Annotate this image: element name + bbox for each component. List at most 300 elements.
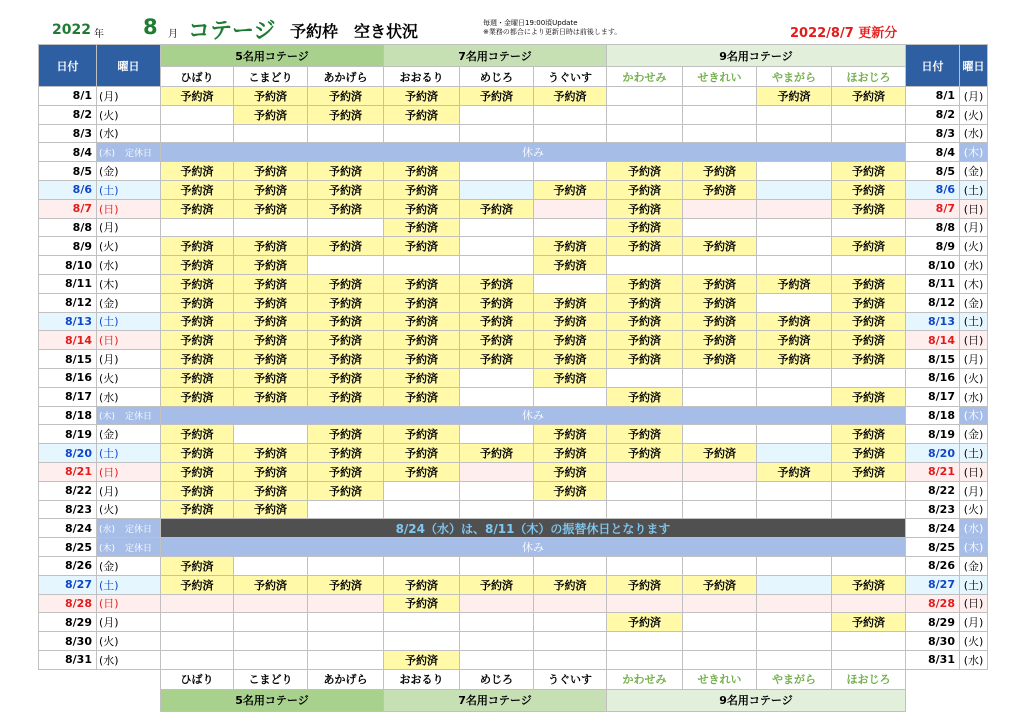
day-row (39, 143, 988, 162)
cottage-footer: めじろ (460, 669, 534, 689)
row-date-right: 8/16 (906, 368, 960, 387)
booked-cell: 予約済 (161, 387, 234, 406)
row-date: 8/21 (39, 462, 97, 481)
row-date: 8/27 (39, 575, 97, 594)
available-cell (460, 650, 534, 669)
row-weekday-right: (火) (960, 500, 988, 519)
row-date-right: 8/18 (906, 406, 960, 425)
available-cell (460, 613, 534, 632)
booked-cell: 予約済 (460, 87, 534, 106)
available-cell (161, 218, 234, 237)
booked-cell: 予約済 (832, 444, 906, 463)
booked-cell: 予約済 (384, 462, 460, 481)
booked-cell: 予約済 (534, 575, 607, 594)
available-cell (534, 632, 607, 651)
row-weekday-right: (火) (960, 237, 988, 256)
date-column-header-right: 日付 (906, 45, 960, 87)
available-cell (234, 632, 308, 651)
available-cell (460, 481, 534, 500)
booked-cell: 予約済 (460, 350, 534, 369)
booked-cell: 予約済 (234, 500, 308, 519)
available-cell (534, 274, 607, 293)
day-row (39, 331, 988, 350)
booked-cell: 予約済 (308, 350, 384, 369)
available-cell (757, 500, 832, 519)
booked-cell: 予約済 (832, 237, 906, 256)
available-cell (683, 368, 757, 387)
row-date-right: 8/31 (906, 650, 960, 669)
booked-cell: 予約済 (607, 162, 683, 181)
booked-cell: 予約済 (234, 575, 308, 594)
cottage-footer: せきれい (683, 669, 757, 689)
available-cell (683, 650, 757, 669)
booked-cell: 予約済 (683, 350, 757, 369)
available-cell (534, 500, 607, 519)
row-date: 8/14 (39, 331, 97, 350)
available-cell (683, 256, 757, 275)
available-cell (384, 613, 460, 632)
cottage-footer: おおるり (384, 669, 460, 689)
available-cell (607, 256, 683, 275)
row-weekday-right: (土) (960, 444, 988, 463)
booked-cell: 予約済 (161, 575, 234, 594)
booked-cell: 予約済 (308, 180, 384, 199)
available-cell (308, 650, 384, 669)
booked-cell: 予約済 (384, 368, 460, 387)
day-row (39, 538, 988, 557)
booked-cell: 予約済 (534, 331, 607, 350)
page-subtitle: 予約枠 空き状況 (290, 22, 419, 41)
row-weekday-right: (日) (960, 594, 988, 613)
booked-cell: 予約済 (384, 387, 460, 406)
available-cell (683, 218, 757, 237)
row-weekday-right: (木) (960, 143, 988, 162)
booked-cell: 予約済 (161, 481, 234, 500)
available-cell (832, 481, 906, 500)
substitute-holiday-notice: 8/24（水）は、8/11（木）の振替休日となります (161, 519, 906, 538)
row-date: 8/29 (39, 613, 97, 632)
row-date: 8/26 (39, 556, 97, 575)
day-row (39, 124, 988, 143)
booked-cell: 予約済 (757, 331, 832, 350)
day-row (39, 462, 988, 481)
row-date-right: 8/30 (906, 632, 960, 651)
row-date: 8/7 (39, 199, 97, 218)
day-row (39, 368, 988, 387)
booked-cell: 予約済 (308, 87, 384, 106)
row-date-right: 8/10 (906, 256, 960, 275)
available-cell (534, 124, 607, 143)
booked-cell: 予約済 (534, 237, 607, 256)
booked-cell: 予約済 (161, 556, 234, 575)
booked-cell: 予約済 (308, 444, 384, 463)
row-date: 8/19 (39, 425, 97, 444)
weekday-column-header-right: 曜日 (960, 45, 988, 87)
booked-cell: 予約済 (234, 274, 308, 293)
availability-table (38, 44, 988, 712)
available-cell (534, 218, 607, 237)
row-weekday: (土) (97, 575, 161, 594)
day-row (39, 256, 988, 275)
booked-cell: 予約済 (534, 180, 607, 199)
row-weekday-right: (火) (960, 632, 988, 651)
booked-cell: 予約済 (384, 594, 460, 613)
row-date-right: 8/11 (906, 274, 960, 293)
booked-cell: 予約済 (161, 87, 234, 106)
row-weekday: (水) (97, 256, 161, 275)
row-date-right: 8/28 (906, 594, 960, 613)
booked-cell: 予約済 (607, 444, 683, 463)
booked-cell: 予約済 (234, 237, 308, 256)
available-cell (460, 500, 534, 519)
row-date: 8/17 (39, 387, 97, 406)
row-weekday-right: (金) (960, 425, 988, 444)
available-cell (832, 632, 906, 651)
available-cell (832, 368, 906, 387)
available-cell (683, 556, 757, 575)
booked-cell: 予約済 (308, 162, 384, 181)
booked-cell: 予約済 (234, 462, 308, 481)
available-cell (234, 650, 308, 669)
day-row (39, 481, 988, 500)
row-weekday-right: (水) (960, 256, 988, 275)
booked-cell: 予約済 (607, 350, 683, 369)
row-date-right: 8/25 (906, 538, 960, 557)
available-cell (234, 613, 308, 632)
available-cell (460, 237, 534, 256)
booked-cell: 予約済 (234, 444, 308, 463)
booked-cell: 予約済 (832, 387, 906, 406)
row-weekday: (日) (97, 331, 161, 350)
available-cell (161, 613, 234, 632)
day-row (39, 274, 988, 293)
day-row (39, 575, 988, 594)
row-weekday-right: (日) (960, 462, 988, 481)
row-date-right: 8/26 (906, 556, 960, 575)
booked-cell: 予約済 (161, 350, 234, 369)
day-row (39, 350, 988, 369)
row-weekday: (水) 定休日 (97, 519, 161, 538)
booked-cell: 予約済 (534, 350, 607, 369)
available-cell (534, 199, 607, 218)
day-row (39, 425, 988, 444)
row-date: 8/28 (39, 594, 97, 613)
row-date-right: 8/9 (906, 237, 960, 256)
available-cell (234, 425, 308, 444)
booked-cell: 予約済 (534, 444, 607, 463)
available-cell (607, 500, 683, 519)
day-row (39, 293, 988, 312)
row-date: 8/24 (39, 519, 97, 538)
cottage-header: めじろ (460, 67, 534, 87)
available-cell (460, 256, 534, 275)
booked-cell: 予約済 (308, 105, 384, 124)
booked-cell: 予約済 (534, 368, 607, 387)
booked-cell: 予約済 (161, 462, 234, 481)
available-cell (757, 180, 832, 199)
cottage-footer: あかげら (308, 669, 384, 689)
available-cell (757, 218, 832, 237)
available-cell (757, 199, 832, 218)
booked-cell: 予約済 (534, 312, 607, 331)
row-date-right: 8/17 (906, 387, 960, 406)
booked-cell: 予約済 (683, 180, 757, 199)
booked-cell: 予約済 (308, 387, 384, 406)
row-date-right: 8/4 (906, 143, 960, 162)
row-weekday: (月) (97, 481, 161, 500)
row-weekday: (金) (97, 293, 161, 312)
booked-cell: 予約済 (161, 293, 234, 312)
row-date-right: 8/23 (906, 500, 960, 519)
group-footer-1: 7名用コテージ (384, 689, 607, 711)
day-row (39, 180, 988, 199)
booked-cell: 予約済 (384, 312, 460, 331)
row-date: 8/25 (39, 538, 97, 557)
cottage-header: うぐいす (534, 67, 607, 87)
booked-cell: 予約済 (234, 481, 308, 500)
booked-cell: 予約済 (832, 199, 906, 218)
available-cell (683, 425, 757, 444)
row-date: 8/16 (39, 368, 97, 387)
booked-cell: 予約済 (832, 274, 906, 293)
row-date-right: 8/14 (906, 331, 960, 350)
cottage-header: あかげら (308, 67, 384, 87)
page-title: コテージ (188, 19, 276, 44)
available-cell (460, 594, 534, 613)
booked-cell: 予約済 (460, 199, 534, 218)
cottage-header: ほおじろ (832, 67, 906, 87)
row-date: 8/4 (39, 143, 97, 162)
booked-cell: 予約済 (384, 162, 460, 181)
available-cell (460, 632, 534, 651)
available-cell (683, 124, 757, 143)
row-weekday-right: (土) (960, 575, 988, 594)
available-cell (757, 556, 832, 575)
available-cell (757, 256, 832, 275)
regular-holiday-label: 定休日 (125, 543, 153, 554)
row-date-right: 8/15 (906, 350, 960, 369)
available-cell (607, 87, 683, 106)
row-weekday: (月) (97, 613, 161, 632)
available-cell (607, 462, 683, 481)
available-cell (607, 650, 683, 669)
cottage-footer: こまどり (234, 669, 308, 689)
booked-cell: 予約済 (683, 331, 757, 350)
day-row (39, 632, 988, 651)
row-date: 8/6 (39, 180, 97, 199)
day-row (39, 105, 988, 124)
booked-cell: 予約済 (161, 368, 234, 387)
available-cell (308, 556, 384, 575)
cottage-footer: ひばり (161, 669, 234, 689)
booked-cell: 予約済 (161, 274, 234, 293)
available-cell (308, 124, 384, 143)
booked-cell: 予約済 (683, 293, 757, 312)
row-date: 8/1 (39, 87, 97, 106)
regular-holiday-label: 定休日 (125, 524, 153, 535)
booked-cell: 予約済 (683, 312, 757, 331)
available-cell (757, 124, 832, 143)
booked-cell: 予約済 (234, 162, 308, 181)
row-weekday: (金) (97, 556, 161, 575)
row-weekday-right: (月) (960, 481, 988, 500)
row-date-right: 8/21 (906, 462, 960, 481)
day-row (39, 500, 988, 519)
booked-cell: 予約済 (832, 293, 906, 312)
row-weekday-right: (水) (960, 519, 988, 538)
available-cell (832, 594, 906, 613)
booked-cell: 予約済 (757, 87, 832, 106)
row-weekday-right: (月) (960, 218, 988, 237)
availability-table-body (39, 45, 988, 712)
available-cell (832, 105, 906, 124)
booked-cell: 予約済 (234, 350, 308, 369)
day-row (39, 556, 988, 575)
row-weekday: (土) (97, 312, 161, 331)
booked-cell: 予約済 (308, 481, 384, 500)
available-cell (460, 162, 534, 181)
row-weekday: (月) (97, 87, 161, 106)
available-cell (683, 613, 757, 632)
cottage-header: ひばり (161, 67, 234, 87)
row-date-right: 8/3 (906, 124, 960, 143)
booked-cell: 予約済 (384, 274, 460, 293)
day-row (39, 406, 988, 425)
row-weekday: (木) 定休日 (97, 406, 161, 425)
available-cell (757, 237, 832, 256)
available-cell (384, 556, 460, 575)
available-cell (757, 632, 832, 651)
booked-cell: 予約済 (161, 312, 234, 331)
available-cell (460, 425, 534, 444)
available-cell (832, 256, 906, 275)
date-column-header: 日付 (39, 45, 97, 87)
booked-cell: 予約済 (161, 500, 234, 519)
cottage-footer: かわせみ (607, 669, 683, 689)
booked-cell: 予約済 (534, 481, 607, 500)
cottage-header: かわせみ (607, 67, 683, 87)
booked-cell: 予約済 (757, 274, 832, 293)
booked-cell: 予約済 (161, 444, 234, 463)
row-weekday-right: (日) (960, 331, 988, 350)
row-weekday: (火) (97, 368, 161, 387)
row-date-right: 8/13 (906, 312, 960, 331)
cottage-header: せきれい (683, 67, 757, 87)
booked-cell: 予約済 (384, 350, 460, 369)
available-cell (832, 556, 906, 575)
available-cell (460, 387, 534, 406)
available-cell (460, 105, 534, 124)
day-row (39, 594, 988, 613)
row-weekday: (土) (97, 444, 161, 463)
row-date: 8/18 (39, 406, 97, 425)
row-weekday-right: (土) (960, 312, 988, 331)
booked-cell: 予約済 (234, 256, 308, 275)
available-cell (384, 124, 460, 143)
cottage-footer: やまがら (757, 669, 832, 689)
booked-cell: 予約済 (308, 199, 384, 218)
row-weekday: (火) (97, 632, 161, 651)
booked-cell: 予約済 (607, 312, 683, 331)
row-date-right: 8/12 (906, 293, 960, 312)
cottage-footer: うぐいす (534, 669, 607, 689)
available-cell (683, 500, 757, 519)
row-weekday: (水) (97, 387, 161, 406)
available-cell (832, 124, 906, 143)
booked-cell: 予約済 (384, 180, 460, 199)
row-weekday-right: (月) (960, 350, 988, 369)
available-cell (308, 218, 384, 237)
group-header-1: 7名用コテージ (384, 45, 607, 67)
row-weekday-right: (日) (960, 199, 988, 218)
row-date: 8/12 (39, 293, 97, 312)
row-date-right: 8/20 (906, 444, 960, 463)
booked-cell: 予約済 (308, 462, 384, 481)
row-weekday-right: (木) (960, 406, 988, 425)
cottage-header: やまがら (757, 67, 832, 87)
booked-cell: 予約済 (683, 162, 757, 181)
booked-cell: 予約済 (384, 237, 460, 256)
row-date: 8/22 (39, 481, 97, 500)
row-date: 8/30 (39, 632, 97, 651)
group-header-2: 9名用コテージ (607, 45, 906, 67)
day-row (39, 519, 988, 538)
booked-cell: 予約済 (607, 199, 683, 218)
row-date-right: 8/7 (906, 199, 960, 218)
row-weekday: (水) (97, 650, 161, 669)
booked-cell: 予約済 (460, 444, 534, 463)
available-cell (683, 387, 757, 406)
available-cell (607, 556, 683, 575)
available-cell (757, 368, 832, 387)
row-date: 8/10 (39, 256, 97, 275)
row-weekday: (木) 定休日 (97, 538, 161, 557)
booked-cell: 予約済 (308, 575, 384, 594)
booked-cell: 予約済 (607, 387, 683, 406)
booked-cell: 予約済 (234, 105, 308, 124)
row-weekday: (金) (97, 162, 161, 181)
available-cell (534, 387, 607, 406)
row-weekday: (木) (97, 274, 161, 293)
row-date-right: 8/24 (906, 519, 960, 538)
row-weekday-right: (水) (960, 387, 988, 406)
booked-cell: 予約済 (832, 350, 906, 369)
available-cell (607, 124, 683, 143)
row-date: 8/11 (39, 274, 97, 293)
booked-cell: 予約済 (832, 162, 906, 181)
available-cell (683, 462, 757, 481)
booked-cell: 予約済 (683, 274, 757, 293)
day-row (39, 387, 988, 406)
booked-cell: 予約済 (308, 331, 384, 350)
day-row (39, 312, 988, 331)
row-weekday: (月) (97, 218, 161, 237)
booked-cell: 予約済 (308, 274, 384, 293)
available-cell (384, 500, 460, 519)
available-cell (460, 556, 534, 575)
row-date-right: 8/8 (906, 218, 960, 237)
closed-day-bar: 休み (161, 143, 906, 162)
booked-cell: 予約済 (384, 444, 460, 463)
booked-cell: 予約済 (161, 425, 234, 444)
row-weekday-right: (月) (960, 87, 988, 106)
available-cell (683, 594, 757, 613)
updated-date: 2022/8/7 更新分 (790, 26, 898, 41)
regular-holiday-label: 定休日 (125, 148, 153, 159)
closed-day-bar: 休み (161, 406, 906, 425)
booked-cell: 予約済 (308, 312, 384, 331)
available-cell (832, 500, 906, 519)
